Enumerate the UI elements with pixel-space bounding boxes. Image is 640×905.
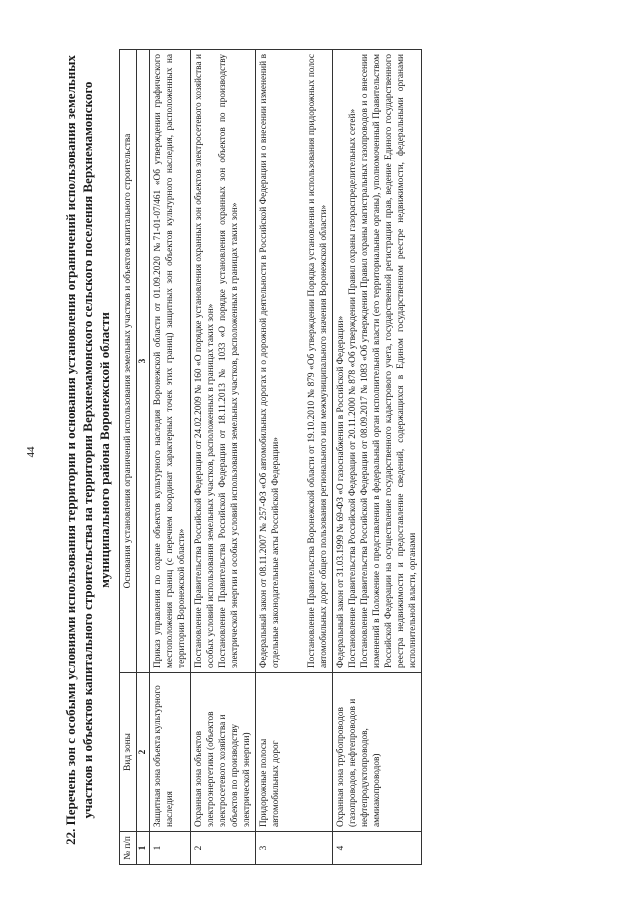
grounds-cell: [150, 50, 191, 673]
row-number: 4: [333, 832, 422, 865]
row-number: 2: [191, 832, 256, 865]
table-row: [256, 50, 333, 865]
zone-type: Охранная зона объектов электроэнергетики (объектов электросетевого хозяйства и объектов по производству электрической энергии): [191, 673, 256, 832]
legal-document: Постановление Правительства Российской Федерации от 08.09.2017 № 1083 «Об утверждении Правил охраны магистральных газопроводов и о внесении изменений в Положение о представлении в федеральный орган исполнительной власти (его территориальные органы), уполномоченный Правительством Российской Федерации на осуществление государственного кадастрового учета, государственной регистрации прав, ведение Единого государственного реестра недвижимости и предоставление сведений, содержащихся в Едином государственном реестре недвижимости, федеральными органами исполнительной власти, органами: [360, 54, 418, 668]
legal-document: Федеральный закон от 08.11.2007 № 257-ФЗ «Об автомобильных дорогах и о дорожной деятельности в Российской Федерации и о внесении изменений в отдельные законодательные акты Российской Федерации»: [259, 54, 281, 668]
column-number-2: 2: [137, 673, 150, 832]
zones-table: [119, 49, 422, 865]
legal-document: Федеральный закон от 31.03.1999 № 69-ФЗ «О газоснабжении в Российской Федерации»: [336, 315, 346, 668]
legal-document: Постановление Правительства Российской Федерации от 18.11.2013 № 1033 «О порядке установления охранных зон объектов по производству электрической энергии и особых условий использования земельных участков, расположенных в границах таких зон»: [218, 54, 240, 668]
column-number-3: 3: [137, 50, 150, 673]
header-grounds: Основания установления ограничений использования земельных участков и объектов капитального строительства: [120, 50, 137, 673]
column-number-row: [137, 50, 150, 865]
legal-document: Постановление Правительства Воронежской области от 19.10.2010 № 879 «Об утверждении Порядка установления и использования придорожных полос автомобильных дорог общего пользования регионального или межмуниципального значения Воронежской области»: [307, 54, 329, 668]
table-header-row: [120, 50, 137, 865]
rotated-page-content: [60, 35, 600, 865]
legal-document: Приказ управления по охране объектов культурного наследия Воронежской области от 01.09.2020 №71-01-07/461 «Об утверждении графического местоположения границ (с перечнем координат характерных точек этих границ) защитных зон объектов культурного наследия, расположенных на территории Воронежской области»: [153, 54, 187, 668]
zone-type: Охранная зона трубопроводов (газопроводов, нефтепроводов и нефтепродуктопроводов, аммиакопроводов): [333, 673, 422, 832]
table-row: [333, 50, 422, 865]
grounds-cell: [191, 50, 256, 673]
row-number: 1: [150, 832, 191, 865]
header-number: № п/п: [120, 832, 137, 865]
row-number: 3: [256, 832, 333, 865]
legal-document: Постановление Правительства Российской Федерации от 20.11.2000 № 878 «Об утверждении Правил охраны газораспределительных сетей»: [348, 108, 358, 668]
legal-document: Постановление Правительства Российской Федерации от 24.02.2009 № 160 «О порядке установления охранных зон объектов электросетевого хозяйства и особых условий использования земельных участков, расположенных в границах таких зон»: [194, 54, 216, 668]
table-row: [191, 50, 256, 865]
grounds-cell: [256, 50, 333, 673]
column-number-1: 1: [137, 832, 150, 865]
document-title: 22. Перечень зон с особыми условиями использования территории и основания установления ограничений использования земельных участков и объектов капитального строительства на территории Верхнемамонского сельского поселения Верхнемамонского муниципального района Воронежской области: [63, 55, 112, 845]
spacer: [282, 54, 306, 668]
zone-type: Придорожные полосы автомобильных дорог: [256, 673, 333, 832]
header-zone-type: Вид зоны: [120, 673, 137, 832]
grounds-cell: [333, 50, 422, 673]
zone-type: Защитная зона объекта культурного наследия: [150, 673, 191, 832]
table-row: [150, 50, 191, 865]
page-number: 44: [25, 446, 37, 458]
